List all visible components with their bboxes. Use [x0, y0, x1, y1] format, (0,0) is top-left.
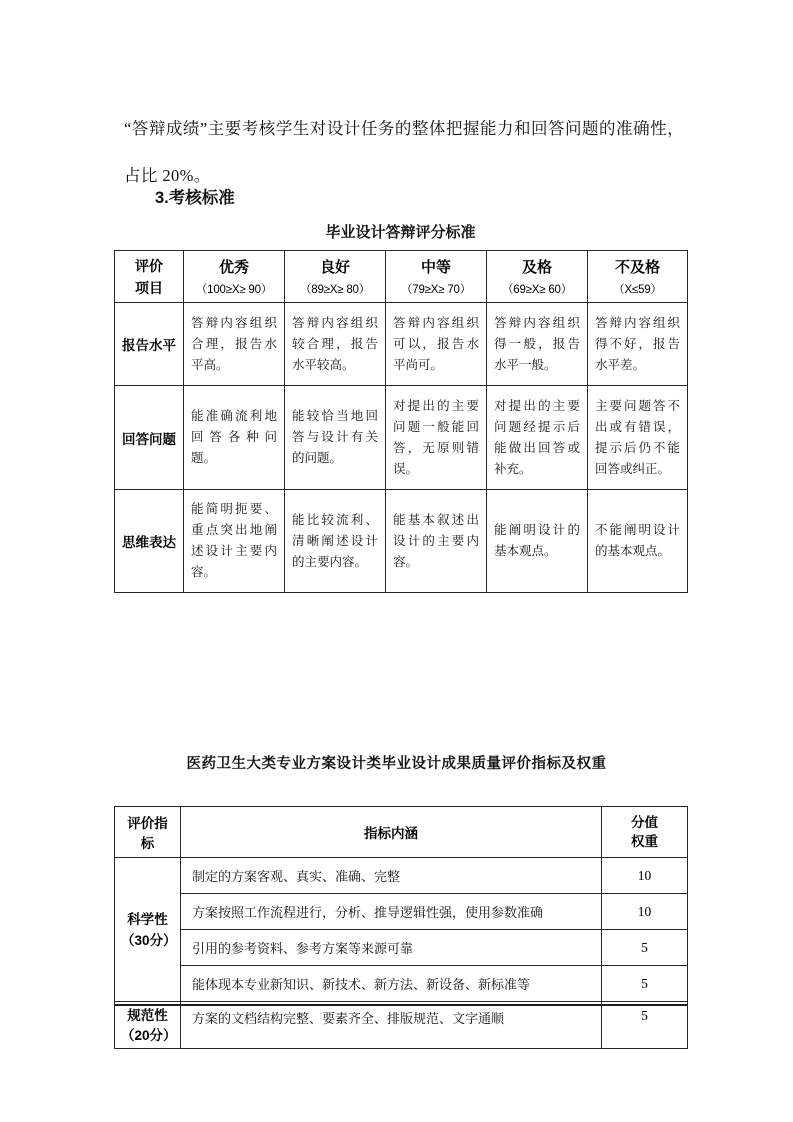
header-cell-indicator: 评价指标	[115, 807, 181, 858]
header-cell-excellent	[184, 251, 285, 303]
score-value: 10	[602, 894, 688, 930]
header-cell-pass	[487, 251, 588, 303]
header-item-line2: 项目	[135, 279, 163, 296]
table-row-science-4	[115, 966, 688, 1002]
defense-scoring-table	[114, 250, 688, 593]
rubric-cell: 答辩内容组织可以，报告水平尚可。	[386, 303, 487, 386]
grade-range: （100≥X≥ 90）	[195, 284, 273, 296]
rubric-cell: 能简明扼要、重点突出地阐述设计主要内容。	[184, 490, 285, 593]
score-value: 5	[602, 930, 688, 966]
grade-name: 优秀	[218, 259, 249, 276]
score-value: 5	[602, 1002, 688, 1049]
indicator-content: 能体现本专业新知识、新技术、新方法、新设备、新标准等	[181, 966, 602, 1002]
row-label: 思维表达	[115, 490, 184, 593]
indicator-content: 方案按照工作流程进行，分析、推导逻辑性强，使用参数准确	[181, 894, 602, 930]
grade-range: （69≥X≥ 60）	[501, 284, 573, 296]
indicator-content: 方案的文档结构完整、要素齐全、排版规范、文字通顺	[181, 1002, 602, 1049]
indicator-content: 引用的参考资料、参考方案等来源可靠	[181, 930, 602, 966]
rubric-cell: 对提出的主要问题一般能回答，无原则错误。	[386, 386, 487, 490]
rubric-cell: 答辩内容组织较合理，报告水平较高。	[285, 303, 386, 386]
rubric-cell: 能准确流利地回答各种问题。	[184, 386, 285, 490]
rubric-cell: 能较恰当地回答与设计有关的问题。	[285, 386, 386, 490]
grade-name: 中等	[420, 259, 451, 276]
grade-name: 不及格	[614, 259, 660, 276]
section-heading: 3.考核标准	[155, 189, 235, 207]
header-item-line1: 评价	[135, 257, 163, 274]
rubric-cell: 能比较流利、清晰阐述设计的主要内容。	[285, 490, 386, 593]
rubric-cell: 对提出的主要问题经提示后能做出回答或补充。	[487, 386, 588, 490]
intro-paragraph: “答辩成绩”主要考核学生对设计任务的整体把握能力和回答问题的准确性，占比 20%。	[124, 118, 684, 185]
rubric-cell: 主要问题答不出或有错误，提示后仍不能回答或纠正。	[588, 386, 688, 490]
table-row-science-1	[115, 858, 688, 894]
header-cell-good	[285, 251, 386, 303]
header-cell-item	[115, 251, 184, 303]
rubric-cell: 不能阐明设计的基本观点。	[588, 490, 688, 593]
table-row-thought-expression	[115, 490, 688, 593]
group-label-line1: 规范性	[127, 1008, 168, 1023]
table-row-standardization-1	[115, 1002, 688, 1049]
rubric-cell: 答辩内容组织得不好，报告水平差。	[588, 303, 688, 386]
row-label: 报告水平	[115, 303, 184, 386]
header-cell-medium	[386, 251, 487, 303]
header-cell-fail	[588, 251, 688, 303]
header-cell-content: 指标内涵	[181, 807, 602, 858]
grade-name: 及格	[521, 259, 552, 276]
row-label: 回答问题	[115, 386, 184, 490]
rubric-cell: 能阐明设计的基本观点。	[487, 490, 588, 593]
group-label-line2: （30分）	[121, 932, 177, 948]
group-label-standardization	[115, 1002, 181, 1049]
grade-range: （X≤59）	[613, 284, 662, 296]
score-head-line2: 权重	[631, 834, 658, 849]
defense-table-title: 毕业设计答辩评分标准	[325, 224, 476, 241]
defense-table-header-row	[115, 251, 688, 303]
indicator-content: 制定的方案客观、真实、准确、完整	[181, 858, 602, 894]
table-row-science-2	[115, 894, 688, 930]
table-row-report-level	[115, 303, 688, 386]
group-label-line2: （20分）	[121, 1028, 177, 1043]
grade-name: 良好	[319, 259, 350, 276]
group-label-science	[115, 858, 181, 1002]
quality-table-clip	[114, 806, 687, 1043]
rubric-cell: 能基本叙述出设计的主要内容。	[386, 490, 487, 593]
score-head-line1: 分值	[631, 815, 658, 830]
grade-range: （89≥X≥ 80）	[299, 284, 371, 296]
group-label-line1: 科学性	[127, 911, 168, 927]
score-value: 5	[602, 966, 688, 1002]
table-row-science-3	[115, 930, 688, 966]
rubric-cell: 答辩内容组织合理，报告水平高。	[184, 303, 285, 386]
header-cell-score	[602, 807, 688, 858]
quality-table-header-row	[115, 807, 688, 858]
grade-range: （79≥X≥ 70）	[400, 284, 472, 296]
quality-table-title: 医药卫生大类专业方案设计类毕业设计成果质量评价指标及权重	[186, 756, 607, 772]
score-value: 10	[602, 858, 688, 894]
table-row-answer-questions	[115, 386, 688, 490]
rubric-cell: 答辩内容组织得一般，报告水平一般。	[487, 303, 588, 386]
quality-weight-table	[114, 806, 688, 1049]
